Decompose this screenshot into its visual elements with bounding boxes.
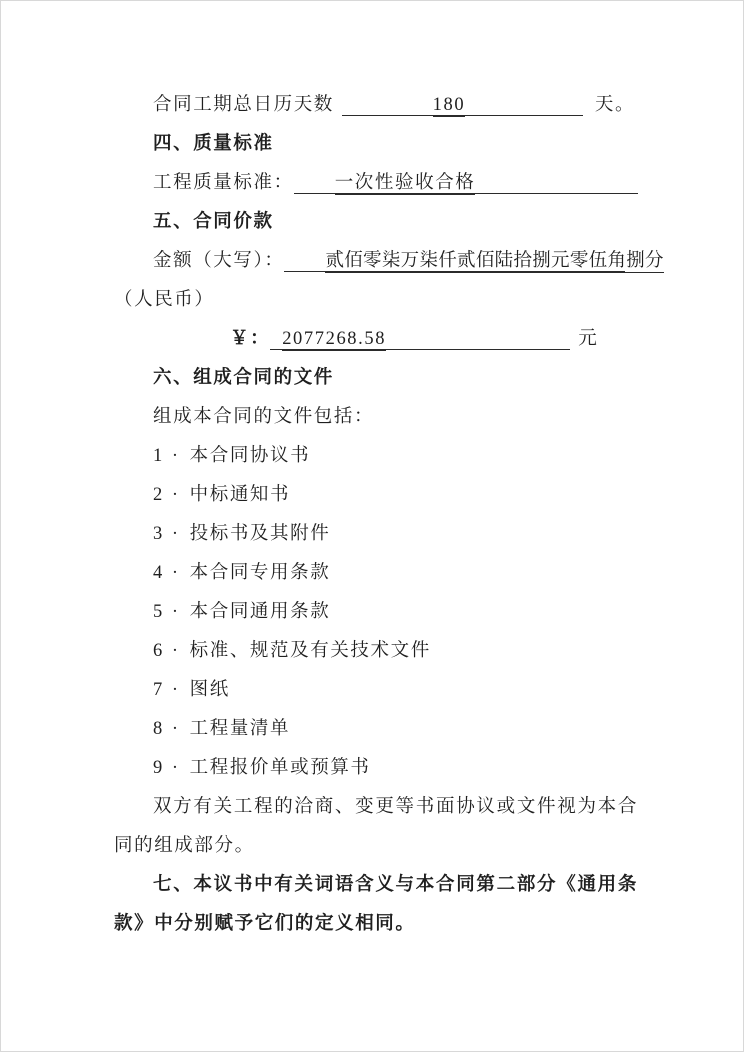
quality-standard-line xyxy=(114,164,638,203)
item-text: 工程量清单 xyxy=(189,719,291,739)
amount-numeric-line xyxy=(114,320,638,359)
item-separator: · xyxy=(171,563,180,583)
item-number: 7 xyxy=(153,680,164,700)
amount-numeric-suffix: 元 xyxy=(578,329,599,349)
section-4-heading: 四、质量标准 xyxy=(153,134,274,154)
supplementary-paragraph: 双方有关工程的洽商、变更等书面协议或文件视为本合同的组成部分。 xyxy=(114,797,638,856)
item-text: 工程报价单或预算书 xyxy=(189,758,371,778)
contract-body xyxy=(114,86,664,944)
document-item-8 xyxy=(114,710,638,749)
currency-note: （人民币） xyxy=(114,290,215,310)
item-text: 本合同专用条款 xyxy=(189,563,331,583)
item-separator: · xyxy=(171,602,180,622)
amount-words-blank xyxy=(284,251,664,272)
document-item-3 xyxy=(114,515,638,554)
amount-words-line xyxy=(114,242,664,281)
item-number: 1 xyxy=(153,446,164,466)
document-item-1 xyxy=(114,437,638,476)
item-number: 3 xyxy=(153,524,164,544)
item-number: 5 xyxy=(153,602,164,622)
documents-intro: 组成本合同的文件包括： xyxy=(153,407,375,427)
item-text: 中标通知书 xyxy=(189,485,291,505)
document-item-5 xyxy=(114,593,638,632)
item-separator: · xyxy=(171,524,180,544)
duration-suffix: 天。 xyxy=(594,95,636,115)
section-5-heading: 五、合同价款 xyxy=(153,212,274,232)
document-item-2 xyxy=(114,476,638,515)
item-separator: · xyxy=(171,680,180,700)
item-separator: · xyxy=(171,641,180,661)
item-number: 9 xyxy=(153,758,164,778)
section-6-heading: 六、组成合同的文件 xyxy=(153,368,334,388)
item-number: 8 xyxy=(153,719,164,739)
item-text: 投标书及其附件 xyxy=(189,524,331,544)
amount-numeric-blank xyxy=(270,329,570,350)
document-item-7 xyxy=(114,671,638,710)
document-item-9 xyxy=(114,749,638,788)
duration-blank xyxy=(342,95,583,116)
quality-label: 工程质量标准： xyxy=(153,173,294,193)
item-number: 4 xyxy=(153,563,164,583)
item-number: 6 xyxy=(153,641,164,661)
item-separator: · xyxy=(171,446,180,466)
item-separator: · xyxy=(171,719,180,739)
amount-words-value: 贰佰零柒万柒仟贰佰陆拾捌元零伍角捌分 xyxy=(325,251,664,271)
contract-duration-line xyxy=(114,86,638,125)
duration-label: 合同工期总日历天数 xyxy=(153,95,334,115)
document-item-4 xyxy=(114,554,638,593)
quality-value: 一次性验收合格 xyxy=(334,173,476,193)
item-text: 图纸 xyxy=(189,680,230,700)
item-text: 本合同协议书 xyxy=(189,446,311,466)
amount-words-label: 金额（大写）： xyxy=(153,251,285,271)
item-separator: · xyxy=(171,485,180,505)
item-text: 本合同通用条款 xyxy=(189,602,331,622)
quality-blank xyxy=(294,173,638,194)
duration-value: 180 xyxy=(432,95,466,115)
item-text: 标准、规范及有关技术文件 xyxy=(189,641,431,661)
section-7-paragraph: 七、本议书中有关词语含义与本合同第二部分《通用条款》中分别赋予它们的定义相同。 xyxy=(114,875,638,934)
yen-label: ￥： xyxy=(230,329,271,349)
item-number: 2 xyxy=(153,485,164,505)
document-item-6 xyxy=(114,632,638,671)
amount-numeric-value: 2077268.58 xyxy=(282,329,387,349)
item-separator: · xyxy=(171,758,180,778)
